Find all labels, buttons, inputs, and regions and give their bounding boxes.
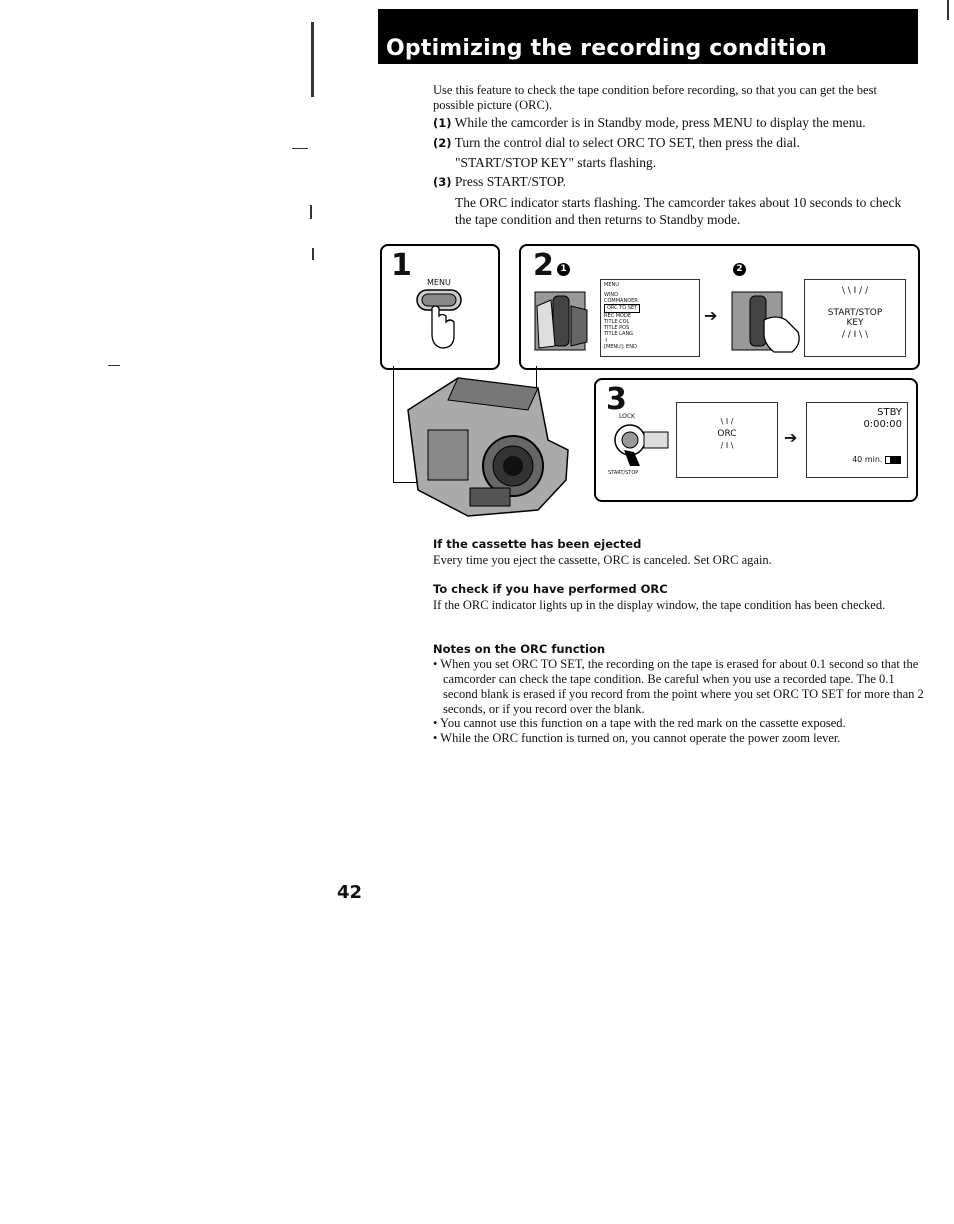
flash-marks: \ \ I / /: [841, 286, 869, 296]
arrow-right-icon: ➔: [704, 306, 718, 325]
camcorder-illustration: [398, 370, 583, 520]
hand-pressing-menu-icon: [414, 286, 466, 356]
menu-item: REC MODE: [604, 312, 631, 319]
startstop-button-press-icon: [610, 420, 672, 468]
menu-item: [MENU]: END: [604, 343, 637, 350]
step-3-note: The ORC indicator starts flashing. The camcorder takes about 10 seconds to check the tape condition and then returns to Standby mode.: [455, 195, 902, 227]
menu-item: COMMANDER: [604, 298, 638, 305]
step-2: [433, 134, 800, 152]
panel-2: [519, 244, 920, 370]
step-number: (3): [433, 175, 452, 189]
section-heading: If the cassette has been ejected: [433, 537, 642, 551]
step-2-note: "START/STOP KEY" starts flashing.: [455, 155, 657, 170]
stby-label: STBY: [877, 407, 902, 418]
menu-item-selected: ORC TO SET: [604, 304, 640, 312]
menu-button-label: MENU: [427, 278, 451, 287]
lock-label: LOCK: [619, 413, 635, 420]
startstop-line2: KEY: [846, 318, 864, 328]
step-number: (2): [433, 136, 452, 150]
note-item: • While the ORC function is turned on, you cannot operate the power zoom lever.: [433, 731, 841, 745]
battery-icon: [885, 456, 901, 464]
scan-mark: [108, 365, 120, 366]
section-body: Every time you eject the cassette, ORC is canceled. Set ORC again.: [433, 553, 772, 567]
menu-list: [604, 292, 640, 350]
panel-1: [380, 244, 500, 370]
startstop-key-screen: [804, 279, 906, 357]
standby-readout: [863, 407, 902, 431]
startstop-key-label: [805, 308, 905, 328]
battery-readout: [852, 455, 901, 464]
page-number: 42: [337, 882, 363, 903]
panel-number: 1: [391, 248, 412, 283]
substep-badge: 2: [733, 263, 746, 276]
scan-mark: [292, 148, 308, 149]
page-title: Optimizing the recording condition: [386, 36, 828, 61]
menu-screen: [600, 279, 700, 357]
menu-title: MENU: [604, 282, 619, 288]
scan-mark: [312, 248, 314, 260]
scan-mark: [311, 22, 314, 97]
panel-number: 3: [606, 382, 627, 417]
orc-indicator: ORC: [717, 429, 737, 439]
step-text: While the camcorder is in Standby mode, press MENU to display the menu.: [454, 115, 866, 130]
scan-mark: [310, 205, 312, 219]
flash-marks: / I \: [720, 441, 734, 450]
menu-item: TITLE LANG: [604, 331, 634, 338]
timecode: 0:00:00: [863, 419, 902, 430]
section-heading: Notes on the ORC function: [433, 642, 606, 656]
step-text: Press START/STOP.: [454, 174, 567, 189]
title-bar: [378, 9, 918, 64]
flash-marks: \ I /: [720, 417, 734, 426]
orc-screen: [676, 402, 778, 478]
startstop-label: START/STOP: [608, 470, 639, 476]
flash-marks: / / I \ \: [841, 330, 869, 340]
intro-text: Use this feature to check the tape condition before recording, so that you can get the best possible picture (ORC).: [433, 83, 877, 112]
menu-item: WIND: [604, 292, 619, 298]
step-text: Turn the control dial to select ORC TO SET, then press the dial.: [454, 135, 800, 150]
startstop-line1: START/STOP: [827, 308, 883, 318]
step-3: [433, 173, 566, 191]
control-dial-press-icon: [728, 286, 804, 358]
section-body: If the ORC indicator lights up in the display window, the tape condition has been checked.: [433, 598, 886, 612]
note-item: • You cannot use this function on a tape with the red mark on the cassette exposed.: [433, 716, 846, 730]
scan-mark: [947, 0, 949, 20]
menu-item: ↓: [604, 337, 609, 344]
control-dial-hand-icon: [531, 286, 591, 356]
substep-badge: 1: [557, 263, 570, 276]
menu-item: TITLE POS: [604, 325, 630, 332]
menu-item: TITLE COL: [604, 318, 630, 325]
standby-screen: [806, 402, 908, 478]
arrow-right-icon: ➔: [784, 428, 798, 447]
step-1: [433, 114, 866, 132]
panel-3: [594, 378, 918, 502]
panel-number: 2: [533, 248, 554, 283]
section-heading: To check if you have performed ORC: [433, 582, 668, 596]
note-item: • When you set ORC TO SET, the recording on the tape is erased for about 0.1 second so that the camcorder can check the tape condition. Be careful when you use a recorded tape. The 0.1 second blank is erased if you record from the point where you set ORC TO SET for more than 2 seconds, or if you record over the blank.: [433, 657, 924, 716]
step-number: (1): [433, 116, 452, 130]
remaining-time: 40 min.: [852, 455, 883, 464]
